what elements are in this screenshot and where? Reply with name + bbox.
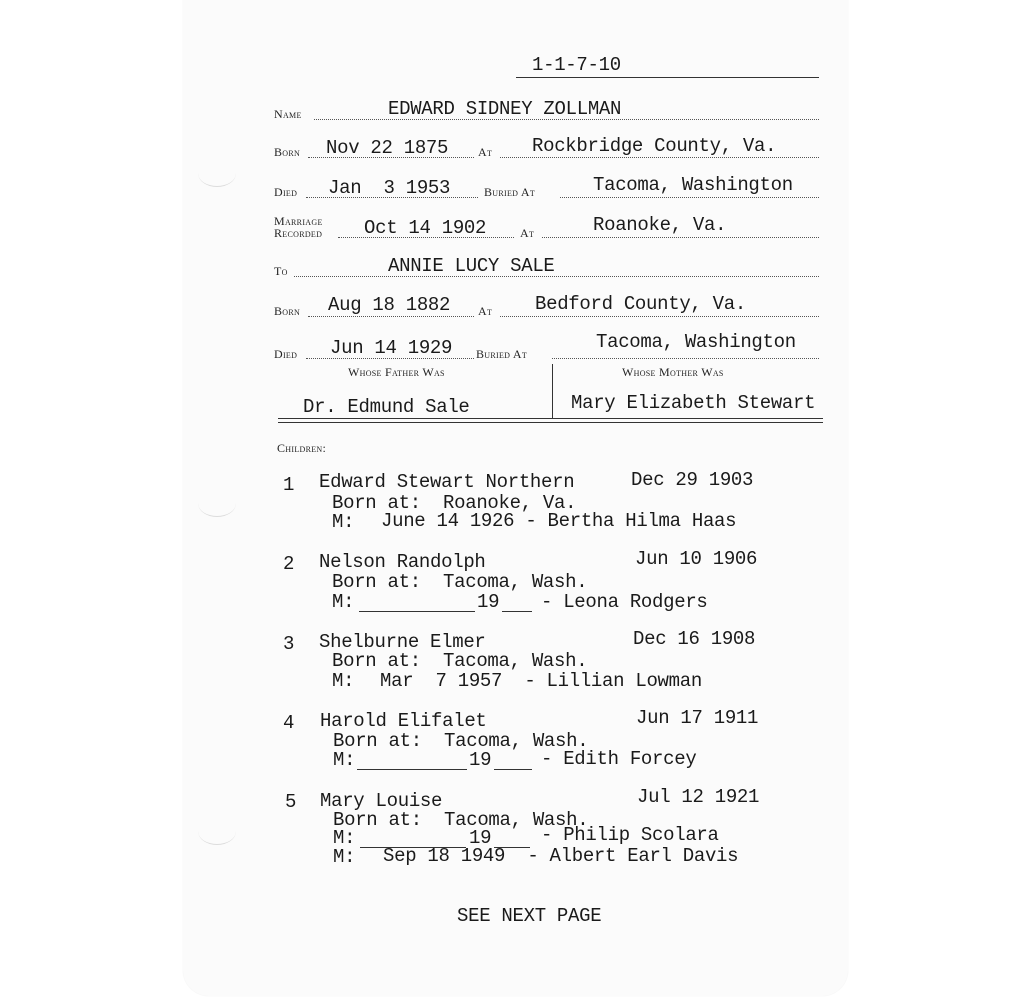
to-label: To <box>274 264 288 278</box>
child-birth-date: Jun 17 1911 <box>636 707 759 729</box>
child-marriage-year: 19 <box>477 591 500 613</box>
marriage-label: Marriage <box>274 214 323 228</box>
buried-line <box>560 197 819 198</box>
mother-label: Whose Mother Was <box>622 365 724 379</box>
child-marriage: Mar 7 1957 - Lillian Lowman <box>380 670 702 692</box>
parents-divider <box>552 364 553 418</box>
marriage-date-blank <box>357 769 467 770</box>
child-number: 2 <box>283 553 295 575</box>
died-label: Died <box>274 185 298 199</box>
spouse-buried-at: Tacoma, Washington <box>596 331 796 353</box>
child-marriage-prefix: M: <box>332 670 355 692</box>
child-birthplace: Born at: Tacoma, Wash. <box>332 650 588 672</box>
name-label: Name <box>274 107 302 121</box>
marriage-date: Oct 14 1902 <box>364 217 487 239</box>
child-marriage-prefix: M: <box>332 591 355 613</box>
punch-hole <box>198 160 236 187</box>
child-birthplace: Born at: Tacoma, Wash. <box>333 730 589 752</box>
child-birthplace: Born at: Roanoke, Va. <box>332 492 577 514</box>
child-birth-date: Jul 12 1921 <box>637 786 760 808</box>
born-label: Born <box>274 145 301 159</box>
child-birthplace: Born at: Tacoma, Wash. <box>333 809 589 831</box>
child-marriage-spouse: - Philip Scolara <box>541 824 719 846</box>
child-marriage-year: 19 <box>469 827 492 849</box>
child-number: 4 <box>283 712 295 734</box>
person-born-date: Nov 22 1875 <box>326 137 449 159</box>
punch-hole <box>198 818 236 845</box>
born-place-line <box>500 157 819 158</box>
marriage-year-blank <box>502 611 532 612</box>
father-label: Whose Father Was <box>348 365 445 379</box>
marriage-date-blank <box>359 611 475 612</box>
person-buried-at: Tacoma, Washington <box>593 174 793 196</box>
recorded-label: Recorded <box>274 226 323 240</box>
person-name: EDWARD SIDNEY ZOLLMAN <box>388 98 622 120</box>
reference-rule <box>516 77 819 78</box>
spouse-name: ANNIE LUCY SALE <box>388 255 555 277</box>
spouse-born-place: Bedford County, Va. <box>535 293 746 315</box>
child-marriage: June 14 1926 - Bertha Hilma Haas <box>381 510 737 532</box>
buried-at-label: Buried At <box>484 185 536 199</box>
child-name: Edward Stewart Northern <box>319 471 575 493</box>
reference-number: 1-1-7-10 <box>532 54 621 76</box>
child-birth-date: Jun 10 1906 <box>635 548 758 570</box>
child-number: 1 <box>283 474 295 496</box>
spouse-died-date: Jun 14 1929 <box>330 337 453 359</box>
child-marriage-year: 19 <box>469 749 492 771</box>
child-marriage-spouse: - Edith Forcey <box>541 748 697 770</box>
person-born-place: Rockbridge County, Va. <box>532 135 777 157</box>
buried-at-label: Buried At <box>476 347 528 361</box>
marriage-year-blank <box>494 769 532 770</box>
punch-hole <box>198 490 236 517</box>
child-marriage-spouse: - Leona Rodgers <box>541 591 708 613</box>
see-next-page: SEE NEXT PAGE <box>457 905 602 927</box>
child-marriage-prefix: M: <box>333 846 356 868</box>
child-birth-date: Dec 29 1903 <box>631 469 754 491</box>
children-label: Children: <box>277 441 327 455</box>
died-label: Died <box>274 347 298 361</box>
child-marriage-prefix: M: <box>333 749 356 771</box>
marriage-place: Roanoke, Va. <box>593 214 727 236</box>
spouse-born-line <box>308 316 474 317</box>
child-number: 3 <box>283 633 295 655</box>
at-label: At <box>520 226 535 240</box>
child-birth-date: Dec 16 1908 <box>633 628 756 650</box>
parents-rule-double <box>278 422 823 423</box>
spouse-mother: Mary Elizabeth Stewart <box>571 392 816 414</box>
parents-rule <box>278 418 823 419</box>
child-name: Harold Elifalet <box>320 710 487 732</box>
spouse-born-date: Aug 18 1882 <box>328 294 451 316</box>
spouse-father: Dr. Edmund Sale <box>303 396 470 418</box>
at-label: At <box>478 145 493 159</box>
child-birthplace: Born at: Tacoma, Wash. <box>332 571 588 593</box>
child-name: Nelson Randolph <box>319 551 486 573</box>
at-label: At <box>478 304 493 318</box>
child-marriage-prefix: M: <box>333 827 356 849</box>
child-number: 5 <box>285 791 297 813</box>
child-marriage: Sep 18 1949 - Albert Earl Davis <box>383 845 739 867</box>
marriage-place-line <box>542 237 819 238</box>
spouse-buried-line <box>552 358 819 359</box>
child-marriage-prefix: M: <box>332 511 355 533</box>
child-name: Mary Louise <box>320 790 443 812</box>
person-died-date: Jan 3 1953 <box>328 177 451 199</box>
born-label: Born <box>274 304 301 318</box>
spouse-born-place-line <box>500 316 819 317</box>
spouse-name-line <box>294 276 819 277</box>
child-name: Shelburne Elmer <box>319 631 486 653</box>
